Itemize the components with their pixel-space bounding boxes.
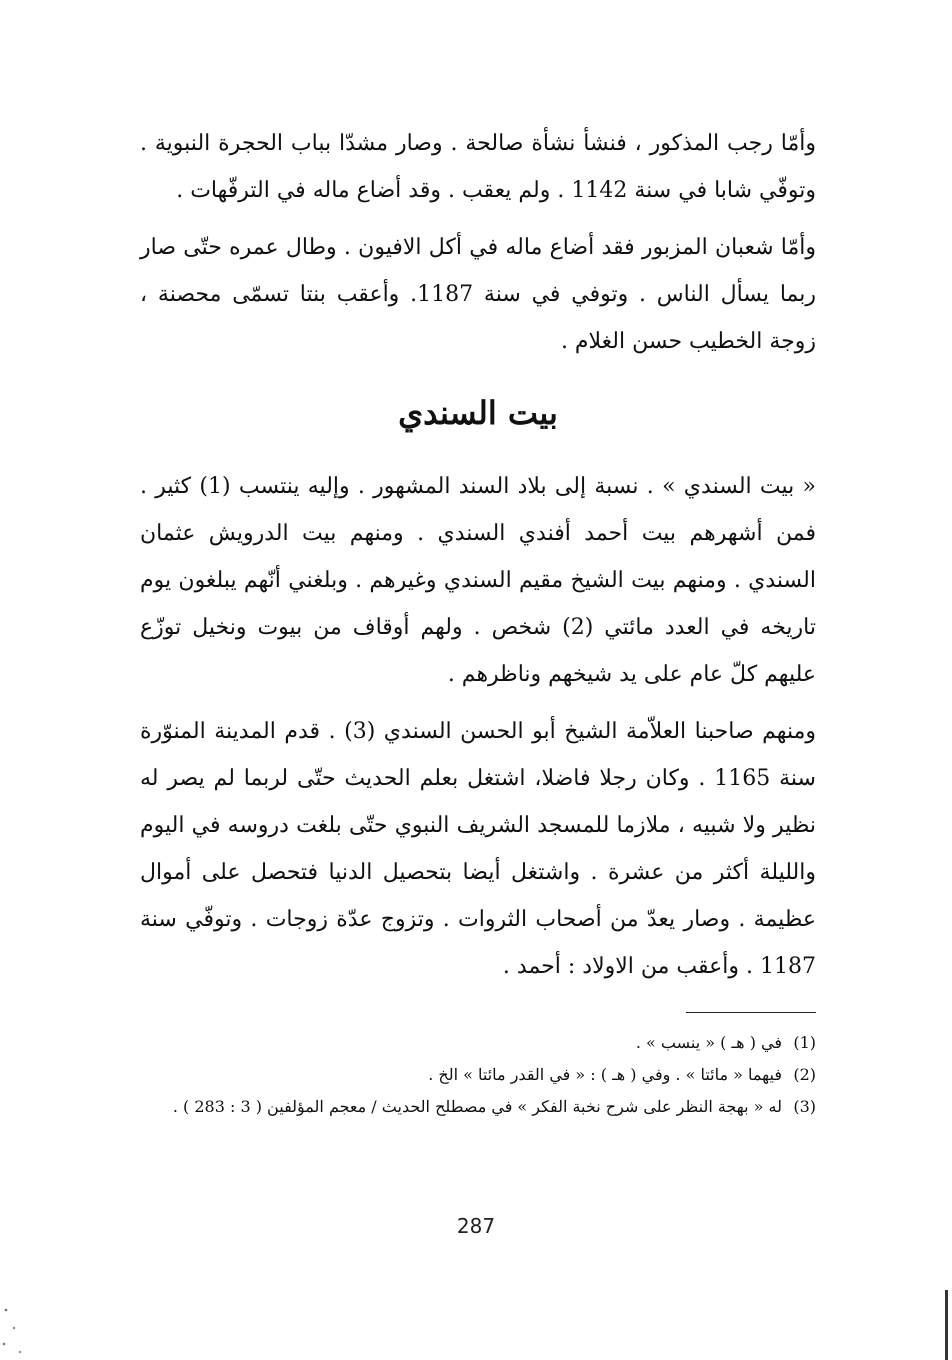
section-heading: بيت السندي — [398, 394, 558, 432]
scan-edge-mark — [945, 1290, 948, 1360]
footnotes — [140, 1027, 816, 1123]
footnote-item — [140, 1091, 816, 1123]
book-page — [140, 120, 816, 1123]
footnote-number: (1) — [793, 1033, 816, 1052]
footnote-text: فيهما « مائتا » . وفي ( هـ ) : « في القدر مائتا » الخ . — [428, 1065, 782, 1084]
footnote-text: في ( هـ ) « ينسب » . — [635, 1033, 782, 1052]
footnote-text: له « بهجة النظر على شرح نخبة الفكر » في مصطلح الحديث / معجم المؤلفين ( 3 : 283 ) . — [172, 1097, 782, 1116]
footnote-number: (2) — [793, 1065, 816, 1084]
footnote-item — [140, 1027, 816, 1059]
page-number: 287 — [456, 1214, 496, 1238]
paragraph-bayt-sindi: « بيت السندي » . نسبة إلى بلاد السند المشهور . وإليه ينتسب (1) كثير . فمن أشهرهم بيت أحمد أفندي السندي . ومنهم بيت الدرويش عثمان السندي . ومنهم بيت الشيخ مقيم السندي وغيرهم . وبلغني أنّهم يبلغون يوم تاريخه في العدد مائتي (2) شخص . ولهم أوقاف من بيوت ونخيل توزّع عليهم كلّ عام على يد شيخهم وناظرهم . — [140, 474, 817, 687]
footnote-divider — [686, 1012, 816, 1013]
paragraph-abu-hasan: ومنهم صاحبنا العلاّمة الشيخ أبو الحسن السندي (3) . قدم المدينة المنوّرة سنة 1165 . وكان رجلا فاضلا، اشتغل بعلم الحديث حتّى لربما لم يصر له نظير ولا شبيه ، ملازما للمسجد الشريف النبوي حتّى بلغت دروسه في اليوم والليلة أكثر من عشرة . واشتغل أيضا بتحصيل الدنيا فتحصل على أموال عظيمة . وصار يعدّ من أصحاب الثروات . وتزوج عدّة زوجات . وتوفّي سنة 1187 . وأعقب من الاولاد : أحمد . — [140, 719, 816, 979]
footnote-number: (3) — [793, 1097, 816, 1116]
paragraph-rajab: وأمّا رجب المذكور ، فنشأ نشأة صالحة . وصار مشدّا بباب الحجرة النبوية . وتوفّي شابا في سنة 1142 . ولم يعقب . وقد أضاع ماله في الترفّهات . — [140, 131, 816, 203]
scan-specks — [0, 1300, 30, 1360]
footnote-item — [140, 1059, 816, 1091]
paragraph-shaban: وأمّا شعبان المزبور فقد أضاع ماله في أكل الافيون . وطال عمره حتّى صار ربما يسأل الناس . وتوفي في سنة 1187. وأعقب بنتا تسمّى محصنة ، زوجة الخطيب حسن الغلام . — [140, 235, 817, 354]
